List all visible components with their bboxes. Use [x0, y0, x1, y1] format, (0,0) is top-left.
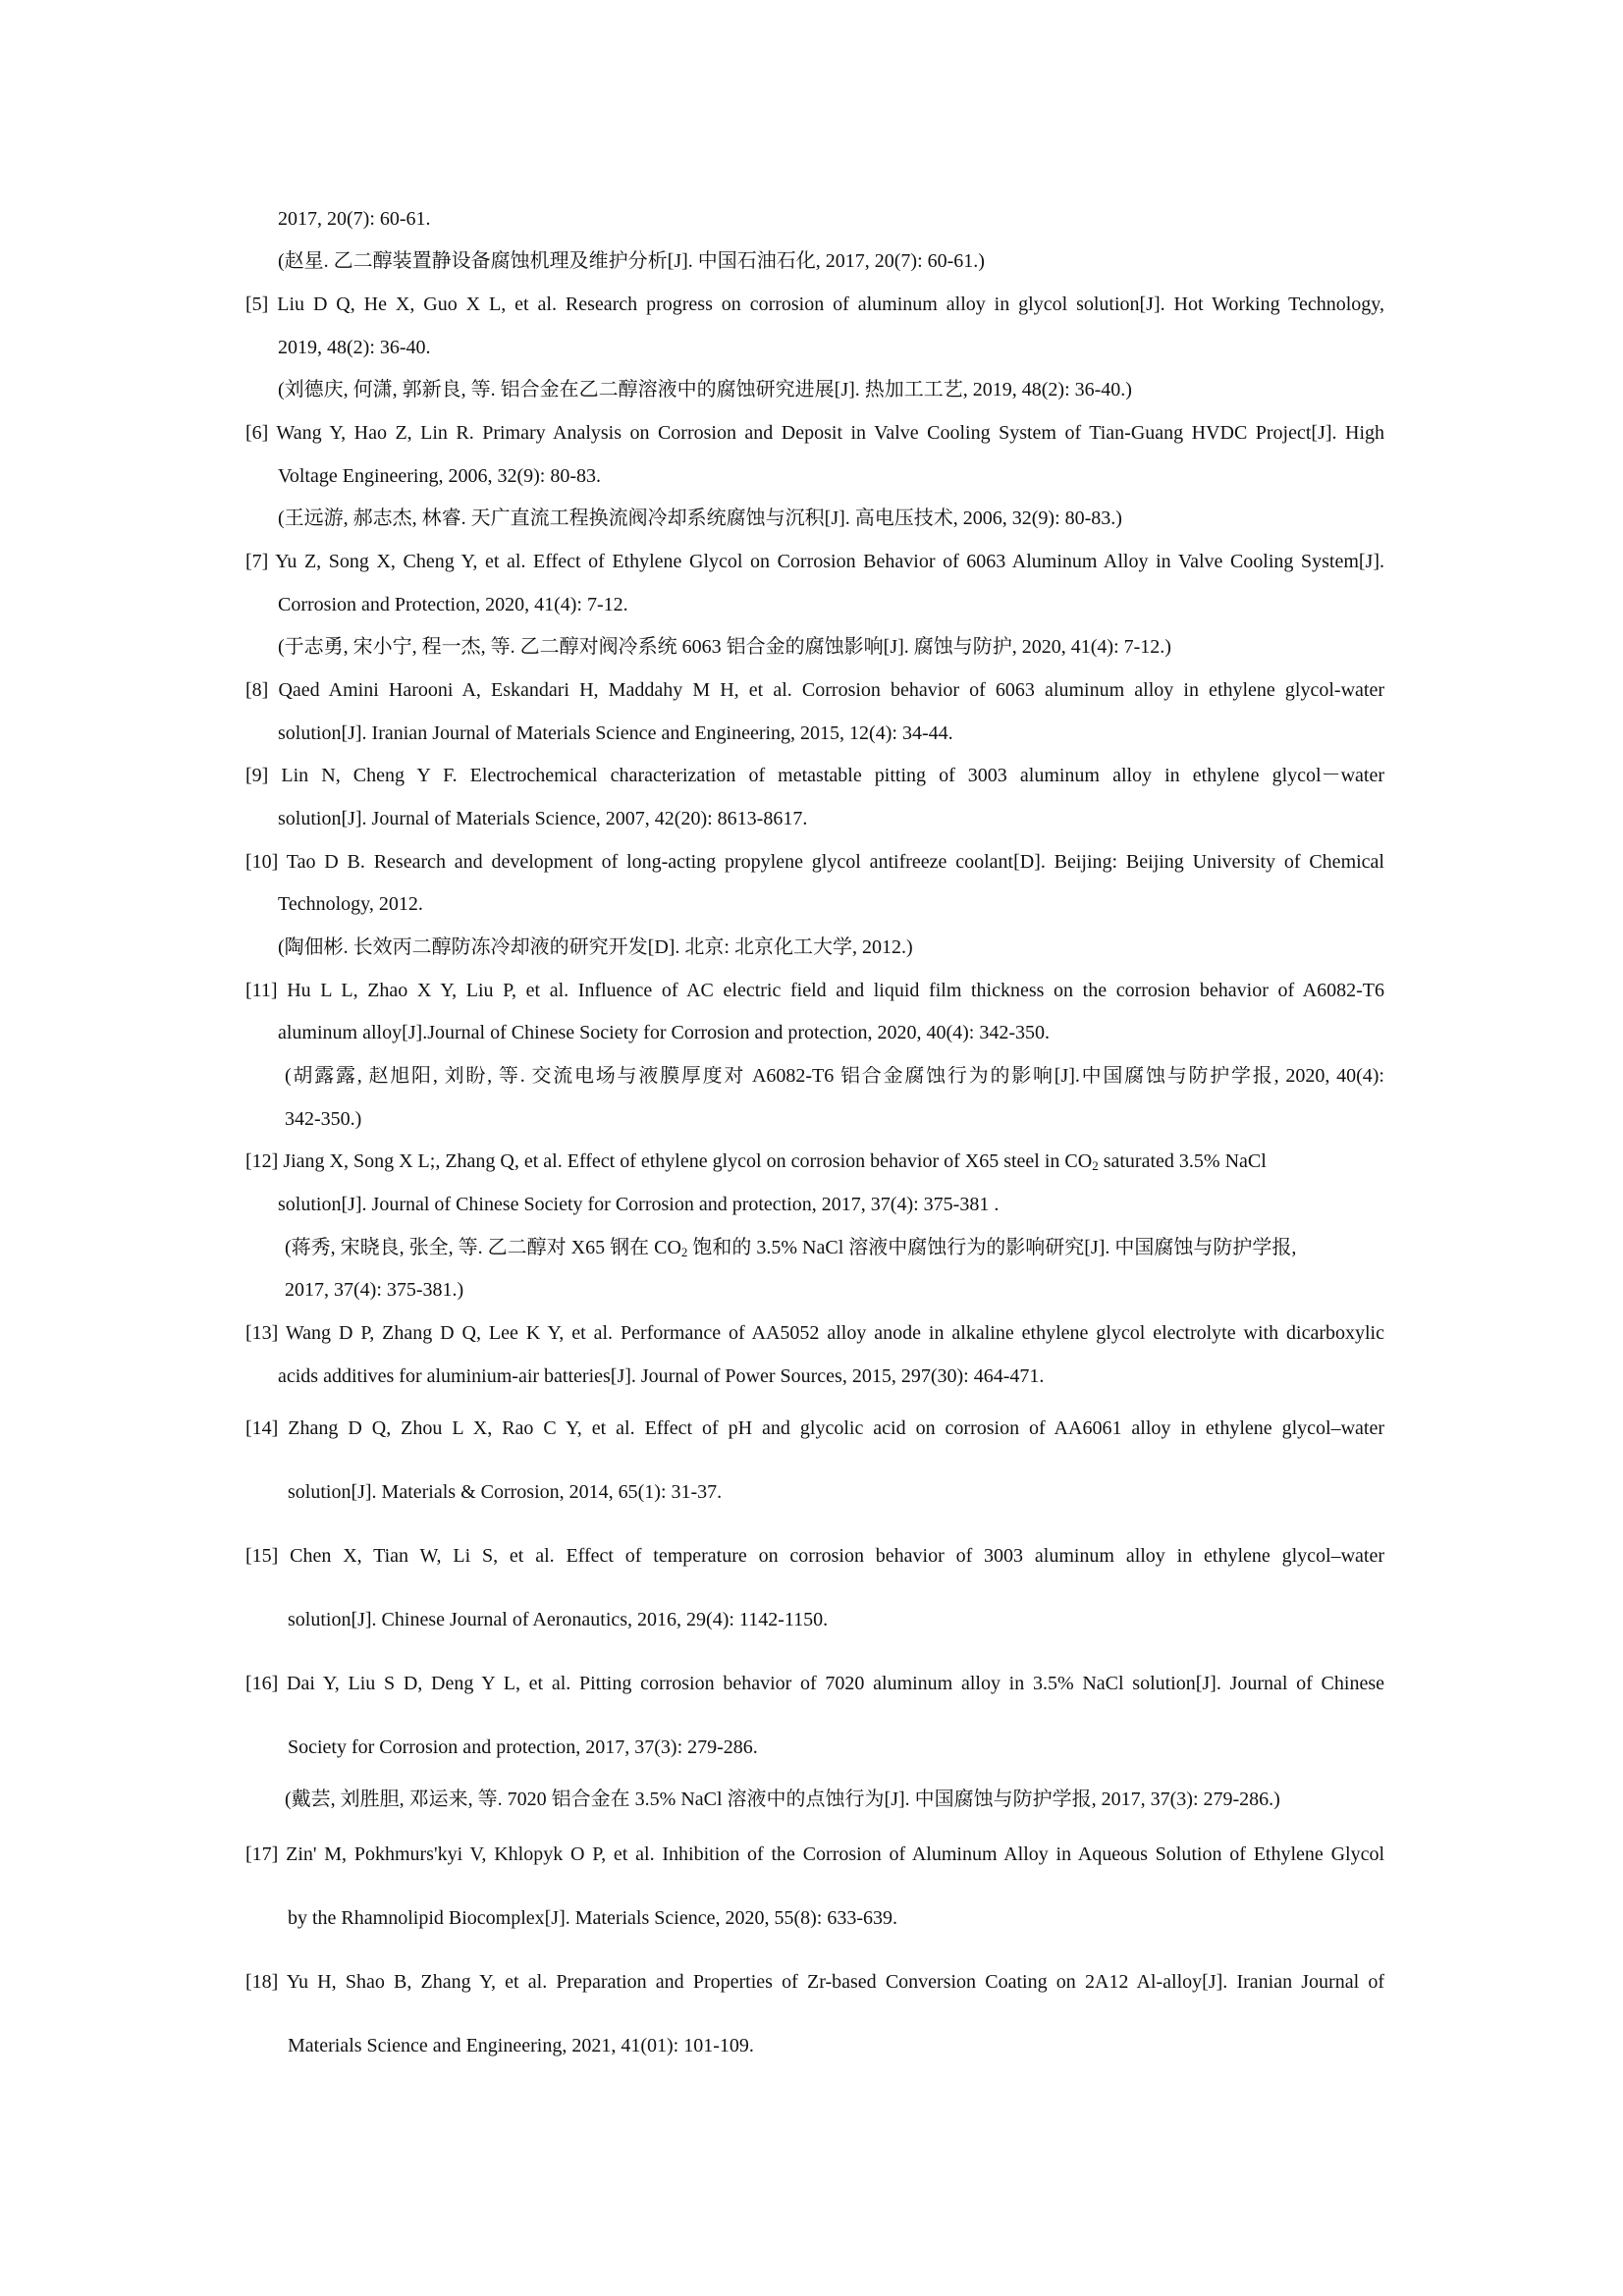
ref-12-chinese-line-1: (蒋秀, 宋晓良, 张全, 等. 乙二醇对 X65 钢在 $CO_2$ 饱和的 3.5% NaCl 溶液中腐蚀行为的影响研究[J]. 中国腐蚀与防护学报,	[285, 1237, 1297, 1259]
ref-16-chinese: (戴芸, 刘胜胆, 邓运来, 等. 7020 铝合金在 3.5% NaCl 溶液中的点蚀行为[J]. 中国腐蚀与防护学报, 2017, 37(3): 279-286.)	[285, 1789, 1280, 1810]
ref-10-line-2: Technology, 2012.	[278, 893, 423, 915]
ref-7-line-1: [7] Yu Z, Song X, Cheng Y, et al. Effect of Ethylene Glycol on Corrosion Behavior of 6063 Aluminum Alloy in Valve Cooling System[J].	[245, 552, 1384, 572]
ref-6-line-2: Voltage Engineering, 2006, 32(9): 80-83.	[278, 465, 602, 487]
ref-4-chinese: (赵星. 乙二醇装置静设备腐蚀机理及维护分析[J]. 中国石油石化, 2017, 20(7): 60-61.)	[278, 250, 985, 272]
ref-10-line-1: [10] Tao D B. Research and development of long-acting propylene glycol antifreeze coolant[D]. Beijing: Beijing University of Chemical	[245, 852, 1384, 873]
ref-12-line-2: solution[J]. Journal of Chinese Society for Corrosion and protection, 2017, 37(4): 375-381 .	[278, 1194, 1000, 1215]
subscript-2: 2	[680, 1245, 688, 1259]
ref-18-line-2: Materials Science and Engineering, 2021, 41(01): 101-109.	[288, 2035, 754, 2056]
ref-7-chinese: (于志勇, 宋小宁, 程一杰, 等. 乙二醇对阀冷系统 6063 铝合金的腐蚀影响[J]. 腐蚀与防护, 2020, 41(4): 7-12.)	[278, 636, 1171, 658]
ref-11-line-1: [11] Hu L L, Zhao X Y, Liu P, et al. Influence of AC electric field and liquid film thickness on the corrosion behavior of A6082-T6	[245, 981, 1384, 1001]
ref-18-line-1: [18] Yu H, Shao B, Zhang Y, et al. Preparation and Properties of Zr-based Conversion Coating on 2A12 Al-alloy[J]. Iranian Journal of	[245, 1972, 1384, 1993]
ref-15-line-2: solution[J]. Chinese Journal of Aeronautics, 2016, 29(4): 1142-1150.	[288, 1609, 829, 1630]
ref-9-line-1: [9] Lin N, Cheng Y F. Electrochemical characterization of metastable pitting of 3003 aluminum alloy in ethylene glycol－water	[245, 766, 1384, 786]
ref-12-chinese-line-2: 2017, 37(4): 375-381.)	[285, 1279, 464, 1301]
ref-17-line-2: by the Rhamnolipid Biocomplex[J]. Materials Science, 2020, 55(8): 633-639.	[288, 1907, 897, 1929]
ref-16-line-2: Society for Corrosion and protection, 2017, 37(3): 279-286.	[288, 1736, 758, 1758]
ref-8-line-2: solution[J]. Iranian Journal of Materials Science and Engineering, 2015, 12(4): 34-44.	[278, 722, 953, 744]
ref-10-chinese: (陶佃彬. 长效丙二醇防冻冷却液的研究开发[D]. 北京: 北京化工大学, 2012.)	[278, 936, 913, 958]
subscript-2: 2	[1092, 1158, 1099, 1173]
ref-17-line-1: [17] Zin' M, Pokhmurs'kyi V, Khlopyk O P, et al. Inhibition of the Corrosion of Aluminum Alloy in Aqueous Solution of Ethylene Glycol	[245, 1844, 1384, 1865]
ref-5-chinese: (刘德庆, 何潇, 郭新良, 等. 铝合金在乙二醇溶液中的腐蚀研究进展[J]. 热加工工艺, 2019, 48(2): 36-40.)	[278, 379, 1132, 400]
ref-5-line-1: [5] Liu D Q, He X, Guo X L, et al. Research progress on corrosion of aluminum alloy in glycol solution[J]. Hot Working Technology,	[245, 294, 1384, 315]
ref-6-line-1: [6] Wang Y, Hao Z, Lin R. Primary Analysis on Corrosion and Deposit in Valve Cooling System of Tian-Guang HVDC Project[J]. High	[245, 423, 1384, 444]
ref-14-line-2: solution[J]. Materials & Corrosion, 2014, 65(1): 31-37.	[288, 1481, 723, 1503]
ref-14-line-1: [14] Zhang D Q, Zhou L X, Rao C Y, et al. Effect of pH and glycolic acid on corrosion of AA6061 alloy in ethylene glycol–water	[245, 1418, 1384, 1439]
ref-15-line-1: [15] Chen X, Tian W, Li S, et al. Effect of temperature on corrosion behavior of 3003 aluminum alloy in ethylene glycol–water	[245, 1546, 1384, 1567]
ref-4-continuation: 2017, 20(7): 60-61.	[278, 208, 431, 230]
ref-8-line-1: [8] Qaed Amini Harooni A, Eskandari H, Maddahy M H, et al. Corrosion behavior of 6063 aluminum alloy in ethylene glycol-water	[245, 680, 1384, 701]
ref-16-line-1: [16] Dai Y, Liu S D, Deng Y L, et al. Pitting corrosion behavior of 7020 aluminum alloy in 3.5% NaCl solution[J]. Journal of Chinese	[245, 1674, 1384, 1694]
ref-11-line-2: aluminum alloy[J].Journal of Chinese Society for Corrosion and protection, 2020, 40(4): 342-350.	[278, 1022, 1050, 1043]
ref-13-line-2: acids additives for aluminium-air batteries[J]. Journal of Power Sources, 2015, 297(30): 464-471.	[278, 1365, 1045, 1387]
ref-5-line-2: 2019, 48(2): 36-40.	[278, 337, 431, 358]
ref-11-chinese-line-1: (胡露露, 赵旭阳, 刘盼, 等. 交流电场与液膜厚度对 A6082-T6 铝合金腐蚀行为的影响[J].中国腐蚀与防护学报, 2020, 40(4):	[285, 1066, 1384, 1087]
ref-7-line-2: Corrosion and Protection, 2020, 41(4): 7-12.	[278, 594, 628, 615]
ref-13-line-1: [13] Wang D P, Zhang D Q, Lee K Y, et al. Performance of AA5052 alloy anode in alkaline ethylene glycol electrolyte with dicarboxylic	[245, 1323, 1384, 1344]
ref-12-line-1-text: [12] Jiang X, Song X L;, Zhang Q, et al. Effect of ethylene glycol on corrosion behavior of X65 steel in $CO_2$ saturated 3.5% NaCl	[245, 1150, 1267, 1173]
ref-6-chinese: (王远游, 郝志杰, 林睿. 天广直流工程换流阀冷却系统腐蚀与沉积[J]. 高电压技术, 2006, 32(9): 80-83.)	[278, 507, 1122, 529]
ref-9-line-2: solution[J]. Journal of Materials Science, 2007, 42(20): 8613-8617.	[278, 808, 808, 829]
ref-12-line-1	[245, 1151, 1384, 1171]
ref-11-chinese-line-2: 342-350.)	[285, 1108, 362, 1130]
